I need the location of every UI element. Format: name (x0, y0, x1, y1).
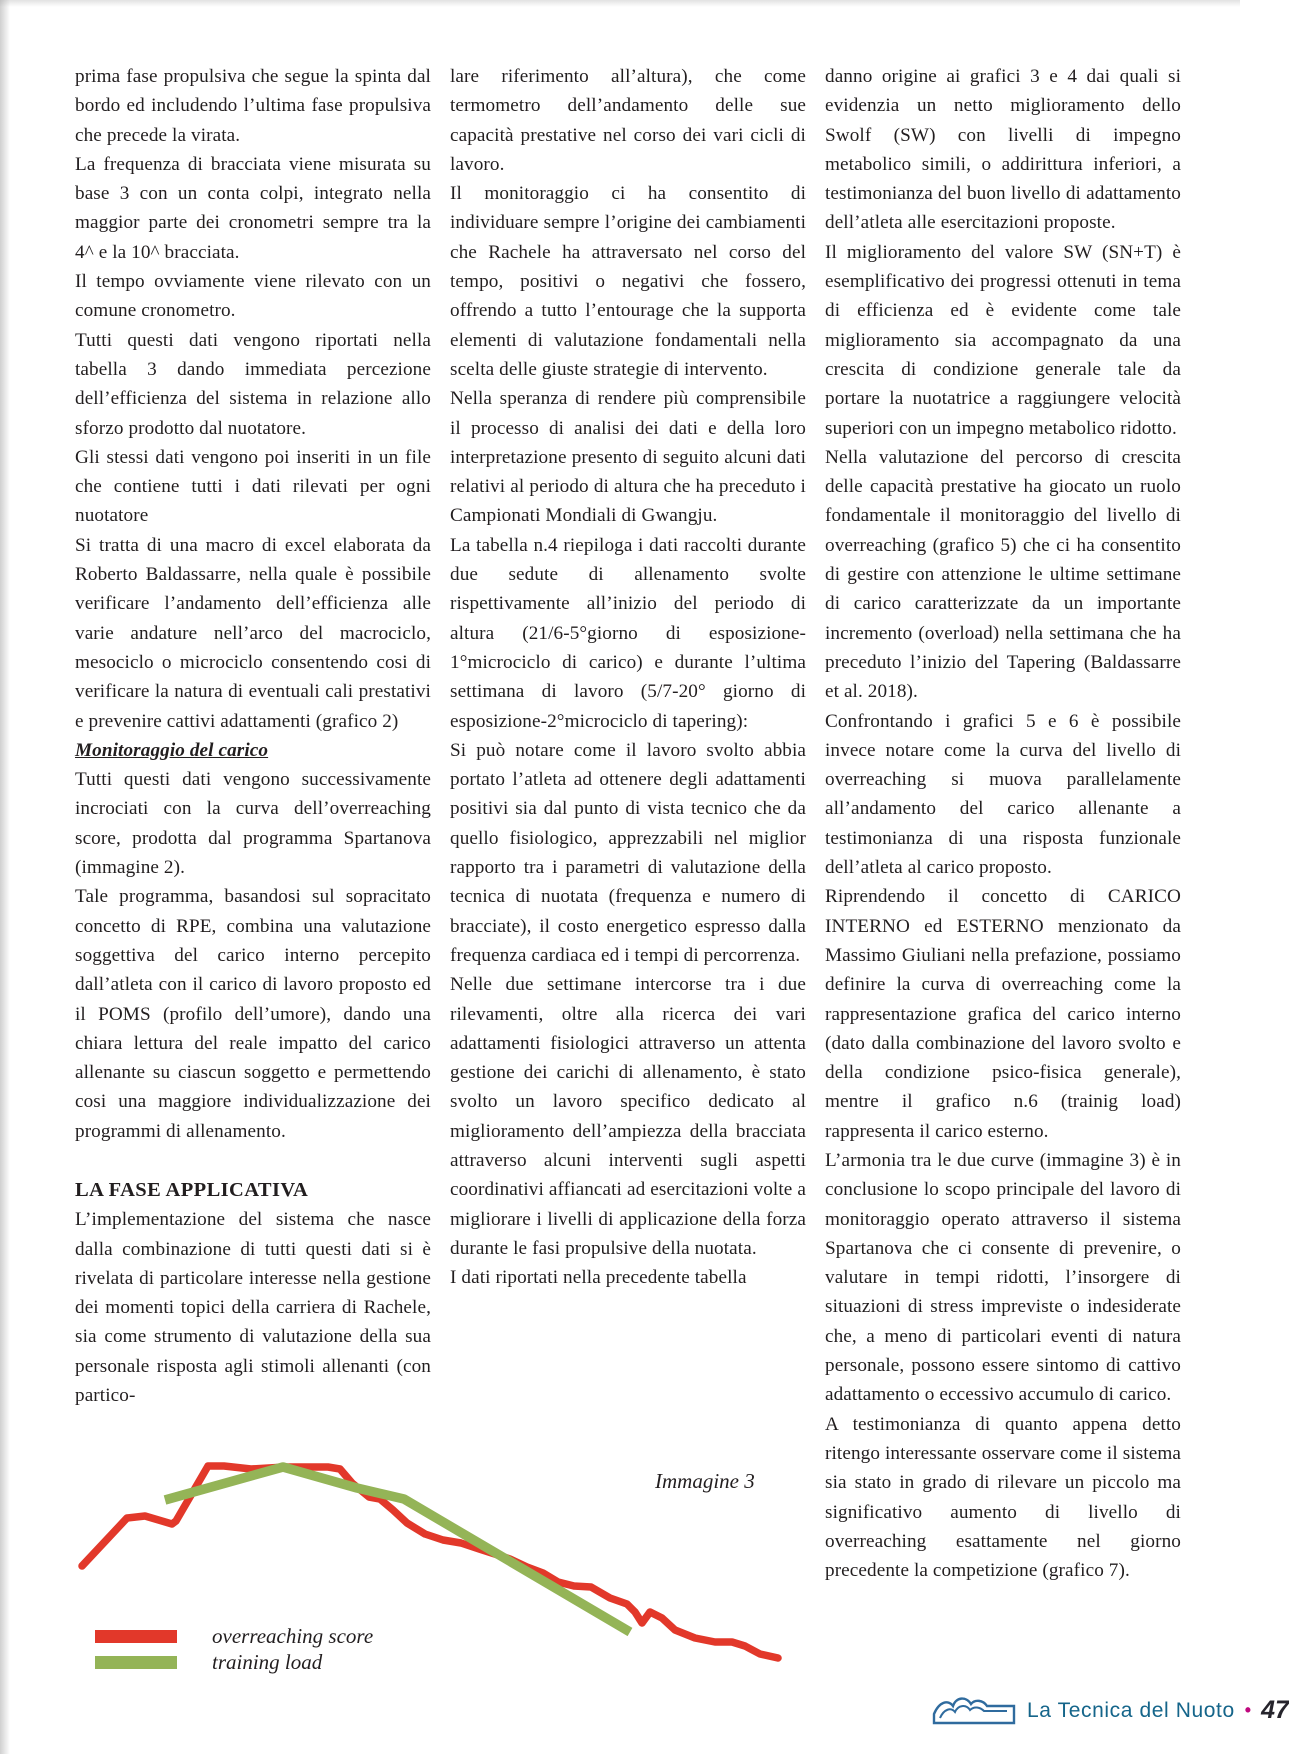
magazine-title: La Tecnica del Nuoto (1027, 1699, 1235, 1722)
line-chart (70, 1380, 780, 1692)
training-load-line (165, 1467, 630, 1632)
figure-caption: Immagine 3 (655, 1469, 755, 1493)
paragraph: L’implementazione del sistema che nasce dalla combinazione di tutti questi dati si è rivelata di particolare interesse nella gestione dei momenti topici della carriera di Rachele, sia come strumento di valutazione della sua personale risposta agli stimoli allenanti (con partico- (75, 1209, 431, 1407)
paragraph: La tabella n.4 riepiloga i dati raccolti durante due sedute di allenamento svolte rispettivamente all’inizio del periodo di altura (21/6-5°giorno di esposizione-1°microciclo di carico) e durante l’ultima settimana di lavoro (5/7-20° giorno di esposizione-2°microciclo di tapering): (450, 534, 806, 732)
chart-immagine-3 (70, 1380, 780, 1692)
wave-logo-icon (930, 1694, 1018, 1725)
column-2 (450, 62, 806, 1585)
paragraph: Nella speranza di rendere più comprensibile il processo di analisi dei dati e della loro interpretazione presento di seguito alcuni dati relativi al periodo di altura che ha preceduto i Campionati Mondiali di Gwangju. (450, 388, 806, 527)
paragraph: La frequenza di bracciata viene misurata su base 3 con un conta colpi, integrato nella maggior parte dei cronometri sempre tra la 4^ e la 10^ bracciata. (75, 153, 431, 263)
paragraph: Nella valutazione del percorso di crescita delle capacità prestative ha giocato un ruolo fondamentale il monitoraggio del livello di overreaching (grafico 5) che ci ha consentito di gestire con attenzione le ultime settimane di carico caratterizzate da un importante incremento (overload) nella settimana che ha preceduto l’inizio del Tapering (Baldassarre et al. 2018). (825, 446, 1181, 703)
paragraph: Si tratta di una macro di excel elaborata da Roberto Baldassarre, nella quale è possibile verificare l’andamento dell’efficienza alle varie andature nell’arco del macrociclo, mesociclo o microciclo consentendo cosi di verificare la natura di eventuali cali prestativi e prevenire cattivi adattamenti (grafico 2) (75, 534, 431, 732)
paragraph: Tale programma, basandosi sul sopracitato concetto di RPE, combina una valutazione soggettiva del carico interno percepito dall’atleta con il carico di lavoro proposto ed il POMS (profilo dell’umore), dando una chiara lettura del reale impatto del carico allenante su ciascun soggetto e permettendo cosi una maggiore individualizzazione dei programmi di allenamento. (75, 886, 431, 1142)
text-columns (75, 62, 1181, 1585)
paragraph: A testimonianza di quanto appena detto ritengo interessante osservare come il sistema sia stato in grado di rilevare un piccolo ma significativo aumento di livello di overreaching esattamente nel giorno precedente la competizione (grafico 7). (825, 1413, 1181, 1582)
paragraph: Il monitoraggio ci ha consentito di individuare sempre l’origine dei cambiamenti che Rachele ha attraversato nel corso del tempo, positivi o negativi che fossero, offrendo a tutto l’entourage che la supporta elementi di valutazione fondamentali nella scelta delle giuste strategie di intervento. (450, 183, 806, 380)
paragraph: Il miglioramento del valore SW (SN+T) è esemplificativo dei progressi ottenuti in tema di efficienza ed è evidente come tale miglioramento sia accompagnato da una crescita di condizione generale tale da portare la nuotatrice a raggiungere velocità superiori con un impegno metabolico ridotto. (825, 241, 1181, 439)
training-load-legend-label: training load (212, 1650, 323, 1674)
paragraph: danno origine ai grafici 3 e 4 dai quali si evidenzia un netto miglioramento dello Swolf (SW) con livelli di impegno metabolico simili, o addirittura inferiori, a testimonianza del buon livello di adattamento dell’atleta alle esercitazioni proposte. (825, 66, 1181, 234)
page-edge-shadow-top (0, 0, 1240, 7)
paragraph: lare riferimento all’altura), che come termometro dell’andamento delle sue capacità prestative nel corso dei vari cicli di lavoro. (450, 66, 806, 175)
paragraph: I dati riportati nella precedente tabella (450, 1267, 747, 1289)
overreaching-legend-label: overreaching score (212, 1624, 374, 1648)
heading-la-fase-applicativa: LA FASE APPLICATIVA (75, 1178, 309, 1201)
footer-bullet-icon: • (1244, 1700, 1252, 1720)
column-1 (75, 62, 431, 1585)
heading-monitoraggio-del-carico: Monitoraggio del carico (75, 739, 269, 761)
column-3 (825, 62, 1181, 1585)
paragraph: Riprendendo il concetto di CARICO INTERNO ed ESTERNO menzionato da Massimo Giuliani nella prefazione, possiamo definire la curva di overreaching come la rappresentazione grafica del carico interno (dato dalla combinazione del lavoro svolto e della condizione psico-fisica generale), mentre il grafico n.6 (trainig load) rappresenta il carico esterno. (825, 886, 1181, 1142)
training-load-legend-swatch (95, 1656, 177, 1669)
page-footer (930, 1690, 1289, 1726)
overreaching-legend-swatch (95, 1630, 177, 1643)
paragraph: L’armonia tra le due curve (immagine 3) è in conclusione lo scopo principale del lavoro di monitoraggio operato attraverso il sistema Spartanova che ci consente di prevenire, o valutare in tempi ridotti, l’insorgere di situazioni di stress impreviste o indesiderate che, a meno di particolari eventi di natura personale, possono essere sintomo di cattivo adattamento o eccessivo accumulo di carico. (825, 1149, 1181, 1406)
paragraph: Si può notare come il lavoro svolto abbia portato l’atleta ad ottenere degli adattamenti positivi sia dal punto di vista tecnico che da quello fisiologico, apprezzabili nel miglior rapporto tra i parametri di valutazione della tecnica di nuotata (frequenza e numero di bracciate), il costo energetico espresso dalla frequenza cardiaca ed i tempi di percorrenza. (450, 739, 806, 966)
paragraph: prima fase propulsiva che segue la spinta dal bordo ed includendo l’ultima fase propulsiva che precede la virata. (75, 66, 431, 146)
page-edge-shadow-left (0, 0, 10, 1754)
paragraph: Il tempo ovviamente viene rilevato con un comune cronometro. (75, 271, 431, 322)
page-number: 47 (1261, 1696, 1289, 1724)
paragraph: Confrontando i grafici 5 e 6 è possibile invece notare come la curva del livello di overreaching si muova parallelamente all’andamento del carico allenante a testimonianza di una risposta funzionale dell’atleta al carico proposto. (825, 710, 1181, 879)
paragraph: Gli stessi dati vengono poi inseriti in un file che contiene tutti i dati rilevati per ogni nuotatore (75, 446, 431, 527)
paragraph: Tutti questi dati vengono successivamente incrociati con la curva dell’overreaching score, prodotta dal programma Spartanova (immagine 2). (75, 769, 431, 879)
paragraph: Nelle due settimane intercorse tra i due rilevamenti, oltre alla ricerca dei vari adattamenti fisiologici attraverso un attenta gestione dei carichi di allenamento, è stato svolto un lavoro specifico dedicato al miglioramento dell’ampiezza della bracciata attraverso alcuni interventi sugli aspetti coordinativi affiancati ad esercitazioni volte a migliorare i livelli di applicazione della forza durante le fasi propulsive della nuotata. (450, 974, 806, 1259)
paragraph: Tutti questi dati vengono riportati nella tabella 3 dando immediata percezione dell’efficienza del sistema in relazione allo sforzo prodotto dal nuotatore. (75, 329, 431, 439)
